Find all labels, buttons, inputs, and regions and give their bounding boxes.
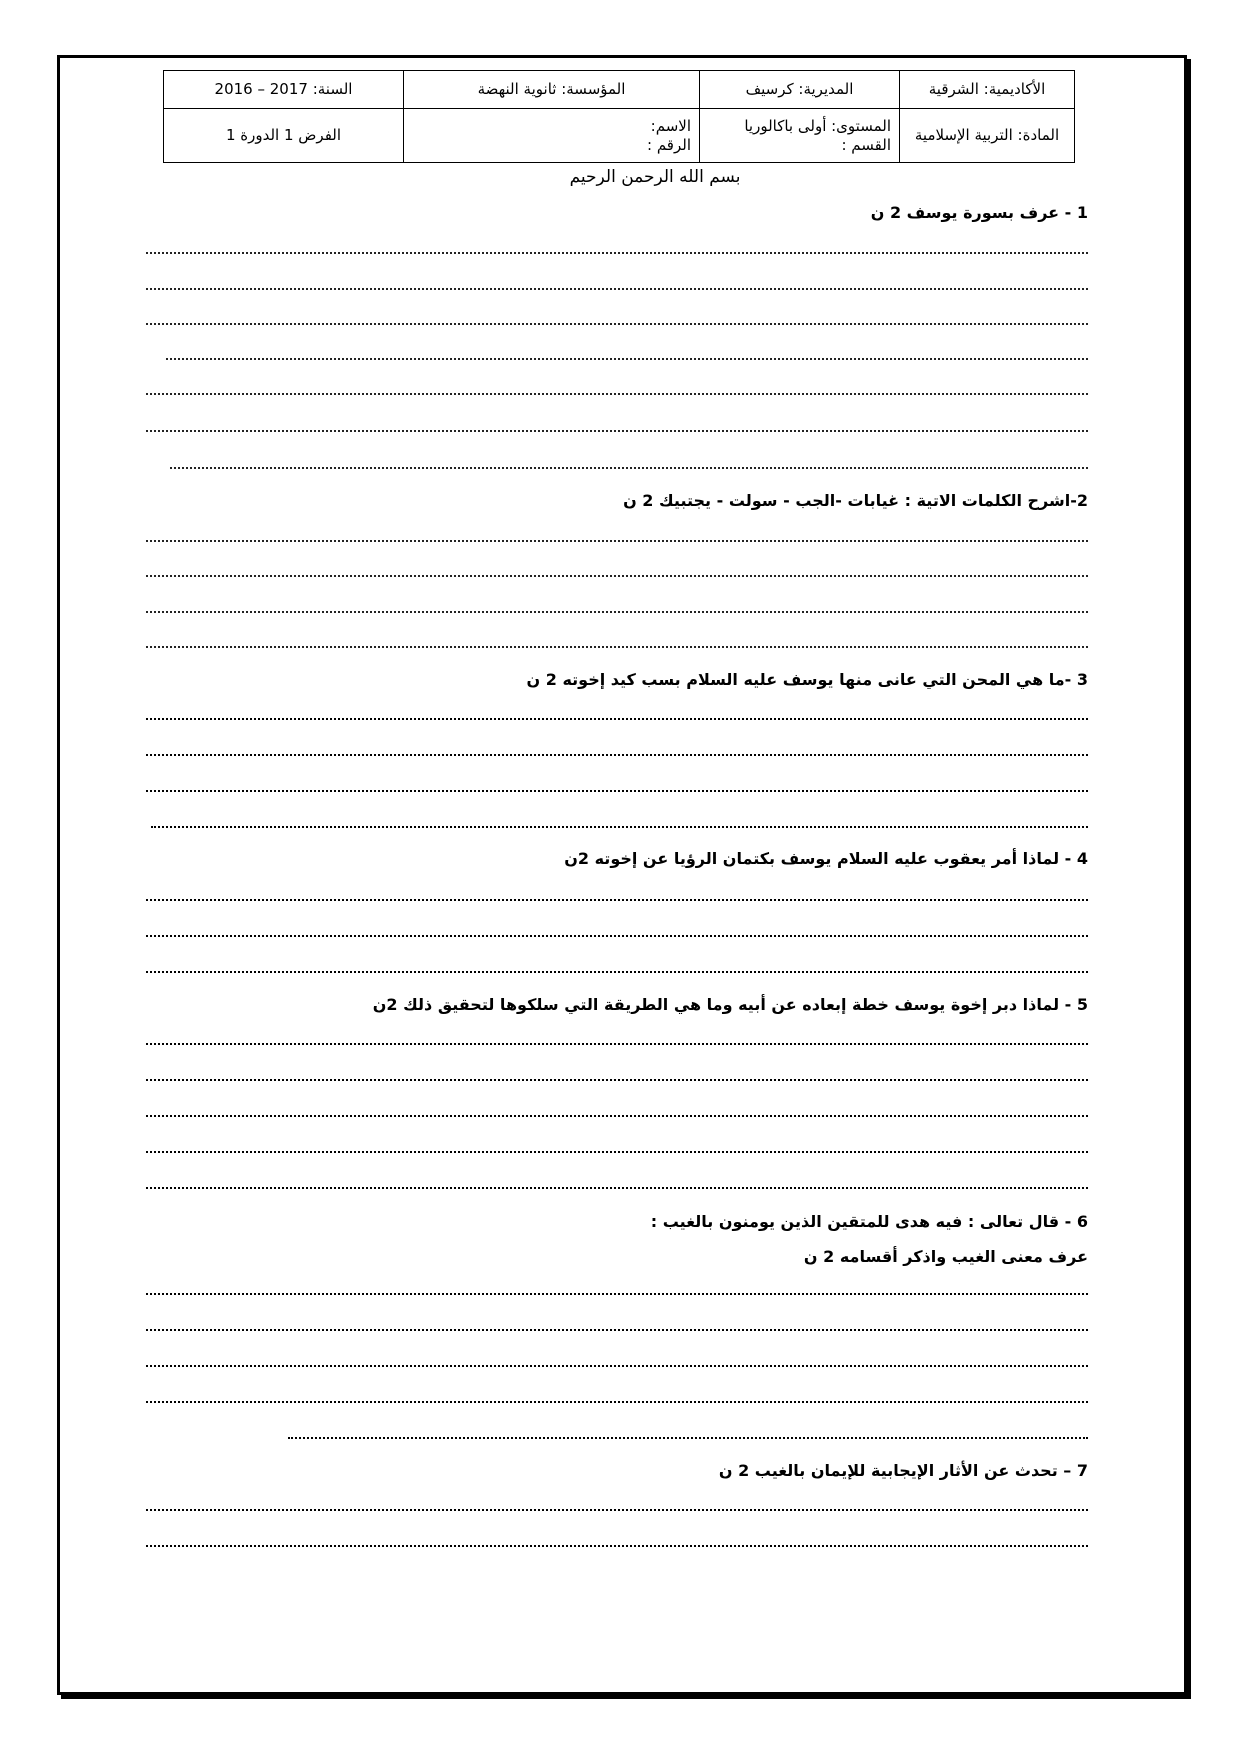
answer-line: [170, 467, 1088, 469]
page-border: [57, 55, 1187, 1695]
academy-cell: الأكاديمية: الشرقية: [900, 71, 1075, 109]
answer-line: [146, 430, 1088, 432]
answer-line: [146, 718, 1088, 720]
answer-line: [146, 971, 1088, 973]
year-value: 2016 – 2017: [214, 80, 308, 99]
answer-line: [146, 540, 1088, 542]
answer-line: [146, 1329, 1088, 1331]
answer-line: [288, 1437, 1088, 1439]
question-4: 4 - لماذا أمر يعقوب عليه السلام يوسف بكتمان الرؤيا عن إخوته 2ن: [564, 849, 1088, 868]
number-label: الرقم :: [647, 135, 691, 154]
question-6: 6 - قال تعالى : فيه هدى للمتقين الذين يومنون بالغيب :: [650, 1212, 1088, 1231]
answer-line: [146, 1401, 1088, 1403]
answer-line: [146, 1365, 1088, 1367]
exam-header-table: [163, 70, 1075, 163]
answer-line: [151, 826, 1088, 828]
level-label: المستوى: أولى باكالوريا: [744, 116, 891, 135]
name-label: الاسم:: [650, 116, 691, 135]
exam-cell: الفرض 1 الدورة 1: [164, 109, 404, 163]
answer-line: [146, 646, 1088, 648]
answer-line: [146, 393, 1088, 395]
answer-line: [146, 288, 1088, 290]
answer-line: [146, 1043, 1088, 1045]
question-2: 2-اشرح الكلمات الاتية : غيابات -الجب - سولت - يجتبيك 2 ن: [623, 491, 1088, 510]
answer-line: [146, 899, 1088, 901]
question-3: 3 -ما هي المحن التي عانى منها يوسف عليه السلام بسب كيد إخوته 2 ن: [526, 670, 1088, 689]
answer-line: [166, 358, 1088, 360]
answer-line: [146, 790, 1088, 792]
answer-line: [146, 1293, 1088, 1295]
answer-line: [146, 1115, 1088, 1117]
question-7: 7 – تحدث عن الأثار الإيجابية للإيمان بالغيب 2 ن: [718, 1461, 1088, 1480]
year-label: السنة:: [312, 80, 353, 99]
answer-line: [146, 575, 1088, 577]
answer-line: [146, 1151, 1088, 1153]
question-5: 5 - لماذا دبر إخوة يوسف خطة إبعاده عن أبيه وما هي الطريقة التي سلكوها لتحقيق ذلك 2ن: [372, 995, 1088, 1014]
answer-line: [146, 754, 1088, 756]
institution-cell: المؤسسة: ثانوية النهضة: [404, 71, 700, 109]
section-label: القسم :: [841, 135, 891, 154]
subject-cell: المادة: التربية الإسلامية: [900, 109, 1075, 163]
answer-line: [146, 1509, 1088, 1511]
answer-line: [146, 252, 1088, 254]
basmala: بسم الله الرحمن الرحيم: [569, 167, 741, 187]
question-6-sub: عرف معنى الغيب واذكر أقسامه 2 ن: [803, 1247, 1088, 1266]
answer-line: [146, 323, 1088, 325]
answer-line: [146, 1187, 1088, 1189]
year-cell: [164, 71, 404, 109]
answer-line: [146, 1079, 1088, 1081]
answer-line: [146, 935, 1088, 937]
answer-line: [146, 1545, 1088, 1547]
level-section-cell: [700, 109, 900, 163]
student-info-cell: [404, 109, 700, 163]
question-1: 1 - عرف بسورة يوسف 2 ن: [870, 203, 1088, 222]
answer-line: [146, 611, 1088, 613]
directorate-cell: المديرية: كرسيف: [700, 71, 900, 109]
